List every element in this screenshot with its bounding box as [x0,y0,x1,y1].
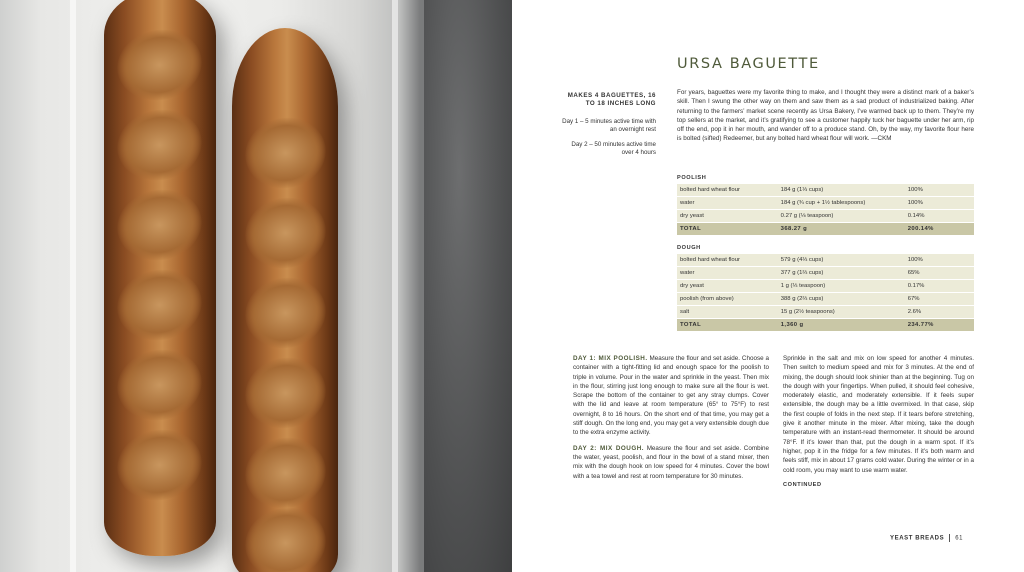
percent-cell: 100% [905,184,974,197]
dough-table [677,254,974,332]
poolish-heading: POOLISH [677,175,707,181]
total-row [677,223,974,236]
footer-divider [949,534,950,542]
total-label: TOTAL [677,319,778,332]
method-column-1 [573,354,769,487]
ingredient-cell: poolish (from above) [677,293,778,306]
ingredient-cell: dry yeast [677,280,778,293]
amount-cell: 579 g (4⅓ cups) [778,254,905,267]
continued-label: CONTINUED [783,481,822,488]
day2-step [573,444,769,481]
mix-step-text: Sprinkle in the salt and mix on low speed for another 4 minutes. Then switch to medium speed and mix for 3 minutes. At the end of mixing, the dough should look shinier than at the beginning. Tug on the dough with your fingertips. When pulled, it should feel cohesive, moderately elastic, and moderately extensible. If it feels super extensible, the dough may be a little overmixed. In that case, skip the first couple of folds in the next step. If it tears before stretching, give it another minute in the mixer. After mixing, take the dough temperature with an instant-read thermometer. It should be around 78°F. If it’s lower than that, put the dough in a warm spot. If it’s higher, pop it in the fridge for a few minutes. If it’s both warm and feels stiff, mix in about 17 grams cold water. During the winter or in a cold room, you may want to use warm water. [783,355,974,474]
total-amount: 1,360 g [778,319,905,332]
day1-time: Day 1 – 5 minutes active time with an overnight rest [562,118,656,133]
yield-label: MAKES 4 BAGUETTES, 16 TO 18 INCHES LONG [567,92,656,107]
total-percent: 200.14% [905,223,974,236]
day2-step-label: DAY 2: MIX DOUGH. [573,444,645,452]
percent-cell: 65% [905,267,974,280]
recipe-title: URSA BAGUETTE [677,56,820,72]
amount-cell: 0.27 g (⅛ teaspoon) [778,210,905,223]
day2-step-text: Measure the flour and set aside. Combine the water, yeast, poolish, and flour in the bowl of a stand mixer, then mix with the dough hook on low speed for 4 minutes. Cover the bowl with a tea towel and rest at room temperature for 30 minutes. [573,444,769,480]
cloth-fold [70,0,76,572]
percent-cell: 100% [905,197,974,210]
table-row [677,306,974,319]
amount-cell: 388 g (2⅔ cups) [778,293,905,306]
method-column-2 [783,354,974,490]
amount-cell: 377 g (1⅔ cups) [778,267,905,280]
total-amount: 368.27 g [778,223,905,236]
percent-cell: 2.6% [905,306,974,319]
amount-cell: 184 g (¾ cup + 1½ tablespoons) [778,197,905,210]
table-row [677,197,974,210]
total-label: TOTAL [677,223,778,236]
ingredient-cell: salt [677,306,778,319]
amount-cell: 15 g (2½ teaspoons) [778,306,905,319]
baguette-left [104,0,216,556]
day1-step [573,354,769,438]
day1-step-label: DAY 1: MIX POOLISH. [573,355,648,362]
day2-time: Day 2 – 50 minutes active time over 4 hours [571,141,656,156]
table-row [677,210,974,223]
ingredient-cell: water [677,197,778,210]
day1-step-text: Measure the flour and set aside. Choose a container with a tight-fitting lid and enough space for the poolish to triple in volume. Pour in the water and sprinkle in the yeast. Then mix in the flour, stirring just long enough to make sure all the flour is wet. Scrape the bottom of the container to get any stray clumps. Cover with the lid and leave at room temperature (65° to 75°F) to rest overnight, 8 to 16 hours. On the short end of that time, you may get a stiff dough. On the long end, you may get a very extensible dough due to the extra enzyme activity. [573,355,770,437]
slate-surface [424,0,512,572]
cloth-fold [392,0,398,572]
ingredient-cell: water [677,267,778,280]
percent-cell: 67% [905,293,974,306]
table-row [677,293,974,306]
total-percent: 234.77% [905,319,974,332]
percent-cell: 0.14% [905,210,974,223]
page-number: 61 [955,535,964,542]
percent-cell: 100% [905,254,974,267]
amount-cell: 1 g (⅓ teaspoon) [778,280,905,293]
percent-cell: 0.17% [905,280,974,293]
ingredient-cell: dry yeast [677,210,778,223]
table-row [677,184,974,197]
intro-paragraph: For years, baguettes were my favorite thing to make, and I thought they were a distinct mark of a baker’s skill. Then I swung the other way on them and saw them as a sad product of industrialized baking. After returning to the farmers’ market scene recently as Ursa Bakery, I’ve warmed back up to them. They’re my top sellers at the market, and it’s gratifying to see a customer happily tuck her baguette under her arm, rip off the end, pop it in her mouth, and wander off to a produce stand. Oh, by the way, my favorite flour here is bolted (sifted) Redeemer, but any bolted hard wheat flour will work. —CKM [677,89,974,143]
table-row [677,254,974,267]
poolish-table [677,184,974,236]
page-footer [890,534,963,542]
table-row [677,280,974,293]
ingredient-cell: bolted hard wheat flour [677,184,778,197]
recipe-sidebar [560,92,656,164]
baguette-right [232,28,338,572]
dough-heading: DOUGH [677,245,701,251]
table-row [677,267,974,280]
ingredient-cell: bolted hard wheat flour [677,254,778,267]
total-row [677,319,974,332]
section-name: YEAST BREADS [890,535,945,542]
amount-cell: 184 g (1⅓ cups) [778,184,905,197]
